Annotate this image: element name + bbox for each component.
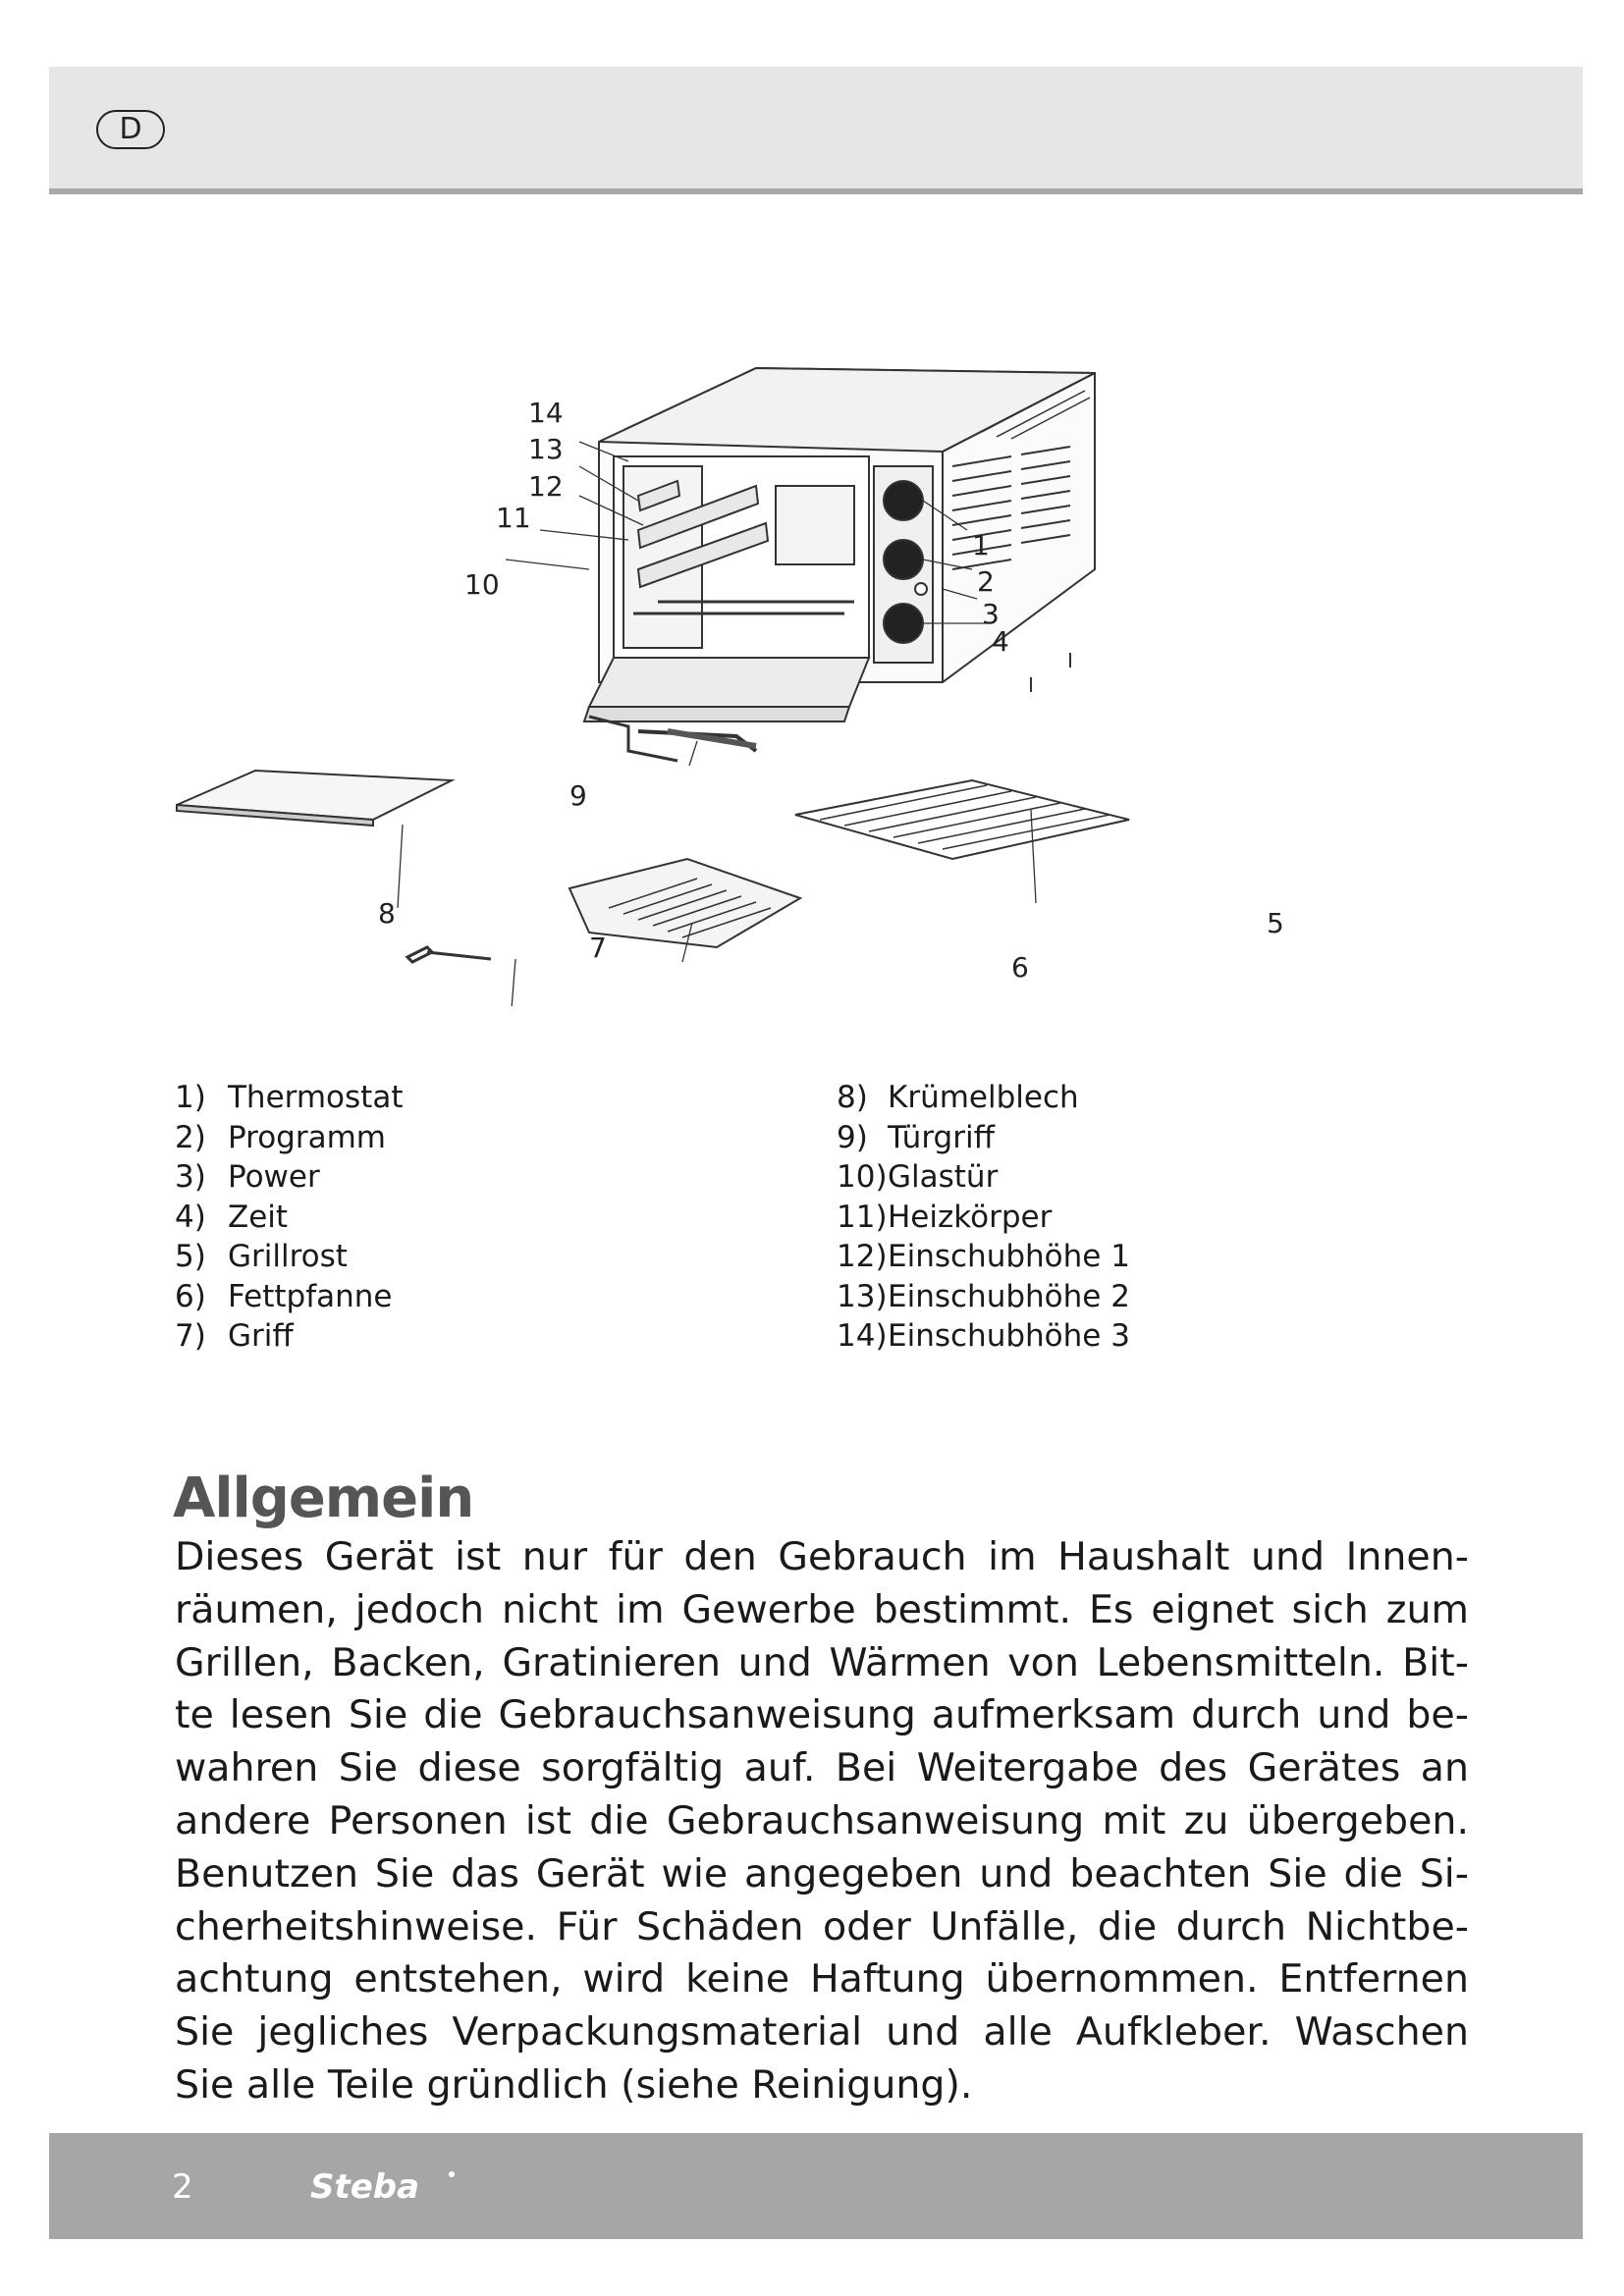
- legend-item: 1) Thermostat: [175, 1080, 404, 1115]
- callout-9: 9: [569, 779, 587, 812]
- body-text: [175, 1531, 1469, 2112]
- legend-left: [175, 1078, 403, 1357]
- section-heading: Allgemein: [173, 1467, 474, 1530]
- body-line: wahren Sie diese sorgfältig auf. Bei Weitergabe des Gerätes an: [175, 1745, 1469, 1791]
- legend-item: 4) Zeit: [175, 1199, 289, 1235]
- brand-logo: [306, 2163, 463, 2210]
- power-light: [915, 583, 927, 595]
- tray-handle: [407, 947, 491, 962]
- callout-6: 6: [1011, 951, 1029, 984]
- legend-item: 14)Einschubhöhe 3: [837, 1318, 1130, 1354]
- page-number: 2: [172, 2167, 193, 2207]
- legend-item: 5) Grillrost: [175, 1239, 348, 1274]
- footer-band: [49, 2133, 1583, 2239]
- callout-1: 1: [972, 529, 990, 561]
- callout-8: 8: [378, 897, 396, 930]
- program-knob: [884, 540, 923, 579]
- legend-item: 8) Krümelblech: [837, 1080, 1079, 1115]
- body-line: te lesen Sie die Gebrauchsanweisung aufmerksam durch und be-: [175, 1692, 1469, 1738]
- callout-3: 3: [982, 598, 1000, 630]
- callout-4: 4: [992, 625, 1009, 658]
- legend-item: 10)Glastür: [837, 1159, 999, 1195]
- body-line: Dieses Gerät ist nur für den Gebrauch im Haushalt und Innen-: [175, 1534, 1469, 1579]
- legend-item: 9) Türgriff: [837, 1119, 995, 1155]
- body-line: achtung entstehen, wird keine Haftung übernommen. Entfernen: [175, 1956, 1469, 2002]
- thermostat-knob: [884, 481, 923, 520]
- callout-7: 7: [589, 932, 607, 964]
- glass-door: [589, 658, 869, 707]
- body-line: andere Personen ist die Gebrauchsanweisung mit zu übergeben.: [175, 1797, 1469, 1843]
- legend-item: 7) Griff: [175, 1318, 294, 1354]
- legend-item: 11)Heizkörper: [837, 1199, 1053, 1235]
- legend-item: 13)Einschubhöhe 2: [837, 1278, 1130, 1314]
- body-line: Grillen, Backen, Gratinieren und Wärmen von Lebensmitteln. Bit-: [175, 1639, 1469, 1685]
- legend-item: 3) Power: [175, 1159, 320, 1195]
- timer-knob: [884, 604, 923, 643]
- callout-10: 10: [464, 568, 500, 601]
- body-line: Sie jegliches Verpackungsmaterial und alle Aufkleber. Waschen: [175, 2009, 1469, 2056]
- legend-item: 12)Einschubhöhe 1: [837, 1239, 1130, 1274]
- body-line: cherheitshinweise. Für Schäden oder Unfälle, die durch Nichtbe-: [175, 1903, 1469, 1949]
- legend-right: [837, 1078, 1130, 1357]
- body-line: räumen, jedoch nicht im Gewerbe bestimmt. Es eignet sich zum: [175, 1586, 1469, 1632]
- header-band: [49, 67, 1583, 194]
- body-line: Benutzen Sie das Gerät wie angegeben und beachten Sie die Si-: [175, 1850, 1469, 1896]
- grill-rack: [795, 780, 1129, 859]
- callout-13: 13: [528, 433, 564, 465]
- callout-12: 12: [528, 470, 564, 503]
- callout-11: 11: [496, 502, 531, 534]
- oven-parts-diagram: [167, 358, 1463, 1006]
- callout-2: 2: [977, 565, 995, 598]
- svg-text:Steba: Steba: [310, 2167, 420, 2207]
- language-badge: D: [96, 110, 165, 149]
- callout-14: 14: [528, 397, 564, 429]
- legend-item: 6) Fettpfanne: [175, 1278, 393, 1314]
- callout-5: 5: [1267, 907, 1284, 939]
- legend-item: 2) Programm: [175, 1119, 386, 1155]
- body-line: Sie alle Teile gründlich (siehe Reinigung).: [175, 2061, 973, 2108]
